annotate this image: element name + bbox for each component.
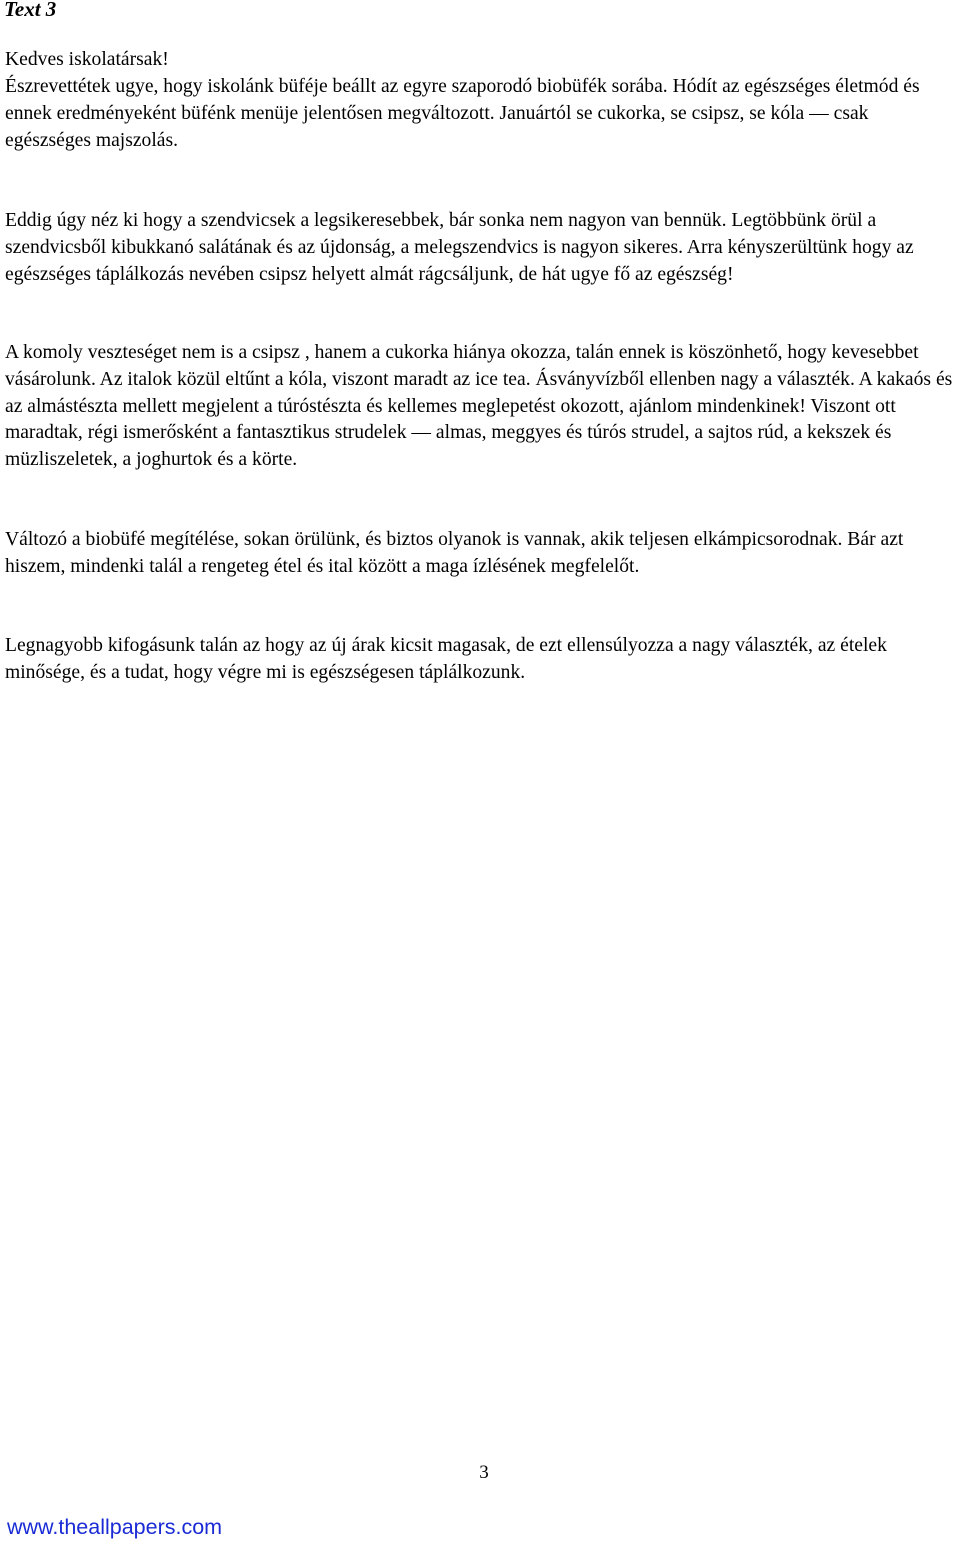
document-title: Text 3 xyxy=(4,0,57,21)
greeting: Kedves iskolatársak! xyxy=(5,49,169,70)
paragraph-2: Eddig úgy néz ki hogy a szendvicsek a legsikeresebbek, bár sonka nem nagyon van bennük. Legtöbbünk örül a szendvicsből kibukkanó salátának és az újdonság, a melegszendvics is nagyon sikeres. Arra kényszerültünk hogy az egészséges táplálkozás nevében csipsz helyett almát rágcsáljunk, de hát ugye fő az egészség! xyxy=(5,210,914,285)
paragraph-5: Legnagyobb kifogásunk talán az hogy az új árak kicsit magasak, de ezt ellensúlyozza a nagy választék, az ételek minősége, és a tudat, hogy végre mi is egészségesen táplálkozunk. xyxy=(5,635,887,683)
paragraph-4: Változó a biobüfé megítélése, sokan örülünk, és biztos olyanok is vannak, akik teljesen elkámpicsorodnak. Bár azt hiszem, mindenki talál a rengeteg étel és ital között a maga ízlésének megfelelőt. xyxy=(5,529,904,577)
paragraph-1: Észrevettétek ugye, hogy iskolánk büféje beállt az egyre szaporodó biobüfék sorába. Hódít az egészséges életmód és ennek eredményeként büfénk menüje jelentősen megváltozott. Januártól se cukorka, se csipsz, se kóla — csak egészséges majszolás. xyxy=(5,76,920,151)
page-number: 3 xyxy=(479,1462,489,1483)
paragraph-3: A komoly veszteséget nem is a csipsz , hanem a cukorka hiánya okozza, talán ennek is köszönhető, hogy kevesebbet vásárolunk. Az italok közül eltűnt a kóla, viszont maradt az ice tea. Ásványvízből ellenben nagy a választék. A kakaós és az almástészta mellett megjelent a túróstészta és kellemes meglepetést okozott, ajánlom mindenkinek! Viszont ott maradtak, régi ismerősként a fantasztikus strudelek — almas, meggyes és túrós strudel, a sajtos rúd, a kekszek és müzliszeletek, a joghurtok és a körte. xyxy=(5,342,953,471)
footer-url-link[interactable]: www.theallpapers.com xyxy=(7,1515,223,1539)
